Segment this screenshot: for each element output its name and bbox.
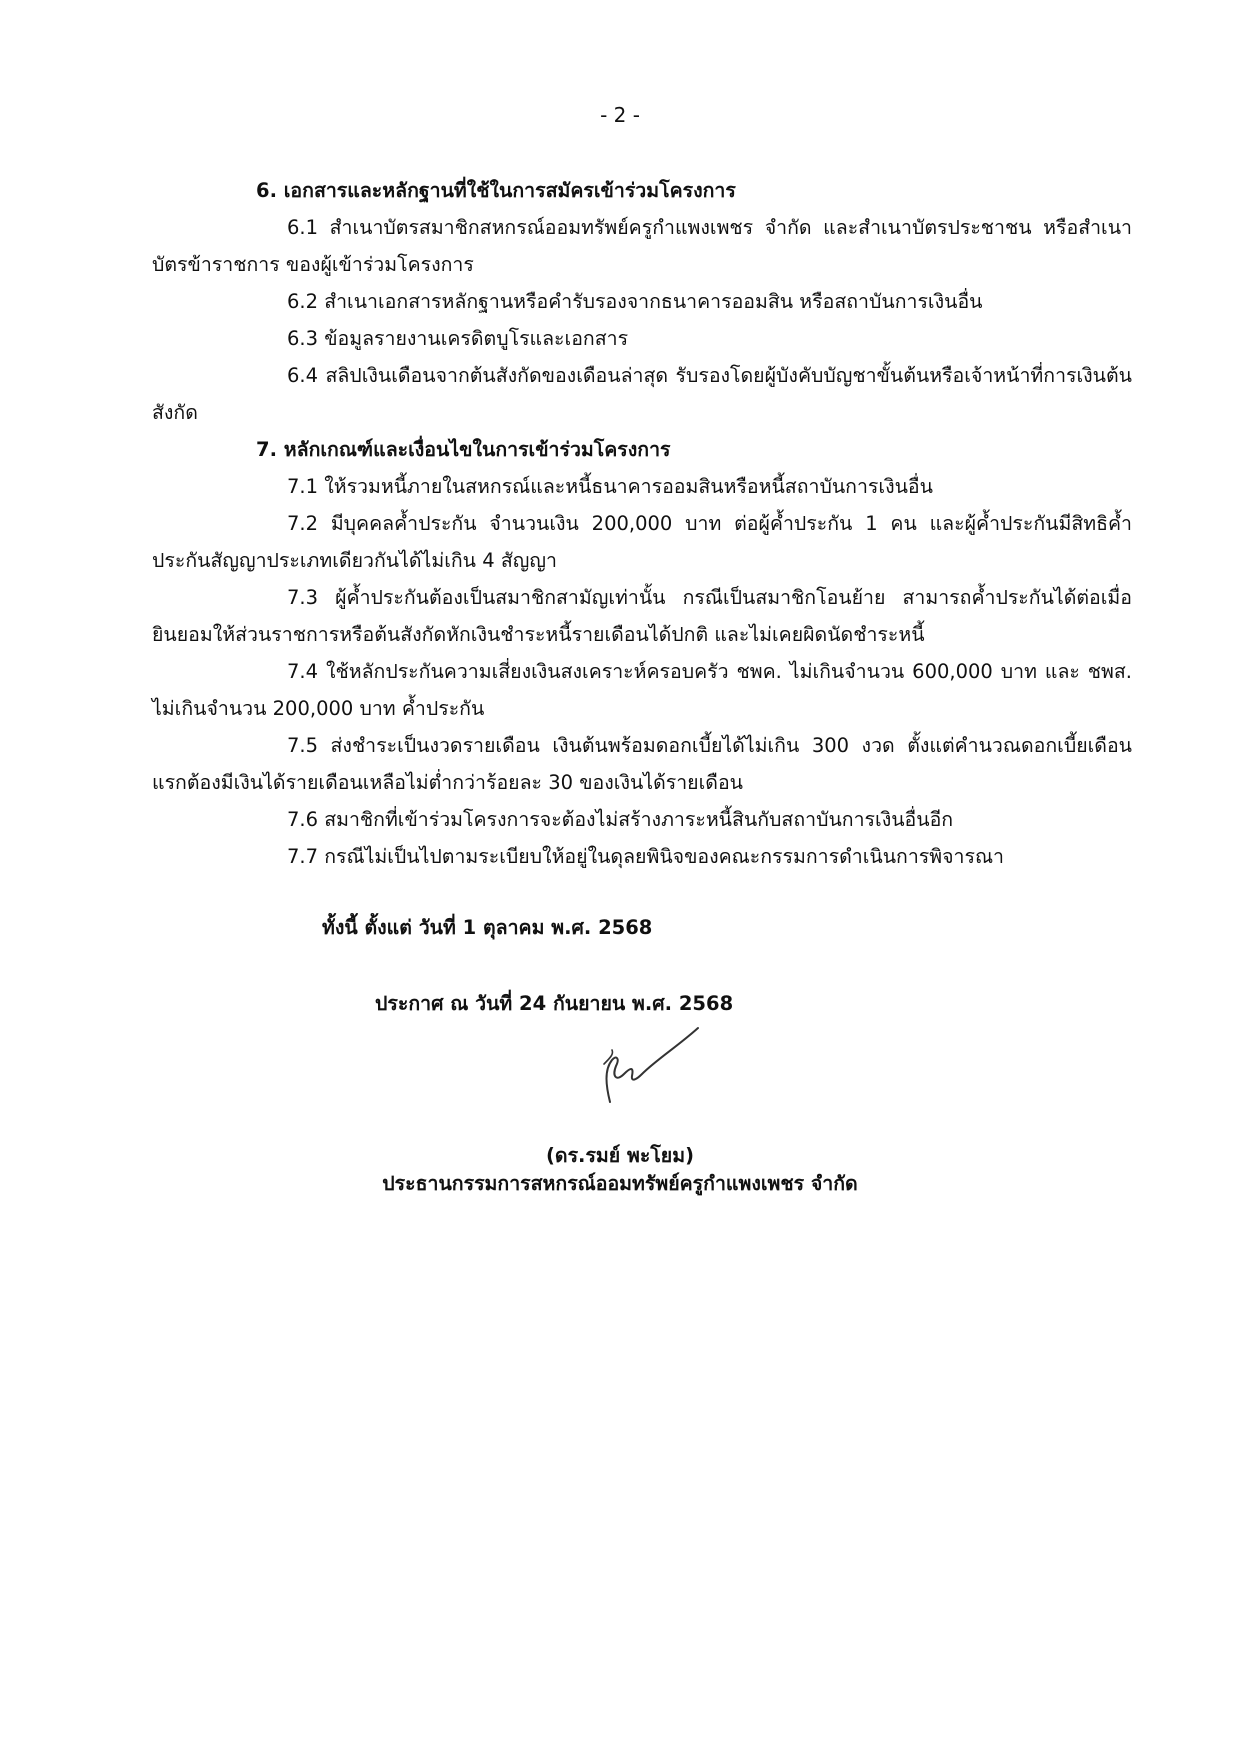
document-body (152, 172, 1132, 875)
section-6-item-2: 6.2 สำเนาเอกสารหลักฐานหรือคำรับรองจากธนาคารออมสิน หรือสถาบันการเงินอื่น (287, 290, 983, 313)
signer-title: ประธานกรรมการสหกรณ์ออมทรัพย์ครูกำแพงเพชร จำกัด (382, 1172, 858, 1195)
effective-date: ทั้งนี้ ตั้งแต่ วันที่ 1 ตุลาคม พ.ศ. 2568 (322, 916, 653, 939)
section-6-heading: 6. เอกสารและหลักฐานที่ใช้ในการสมัครเข้าร่วมโครงการ (256, 179, 736, 202)
page-number: - 2 - (600, 103, 640, 127)
section-6-item-1: 6.1 สำเนาบัตรสมาชิกสหกรณ์ออมทรัพย์ครูกำแพงเพชร จำกัด และสำเนาบัตรประชาชน หรือสำเนาบัตรข้าราชการ ของผู้เข้าร่วมโครงการ (152, 216, 1132, 276)
section-7-item-1: 7.1 ให้รวมหนี้ภายในสหกรณ์และหนี้ธนาคารออมสินหรือหนี้สถาบันการเงินอื่น (287, 475, 933, 498)
signer-name: (ดร.รมย์ พะโยม) (546, 1144, 694, 1167)
section-6-item-3: 6.3 ข้อมูลรายงานเครดิตบูโรและเอกสาร (287, 327, 629, 350)
section-7-heading: 7. หลักเกณฑ์และเงื่อนไขในการเข้าร่วมโครงการ (256, 438, 671, 461)
section-7-item-4: 7.4 ใช้หลักประกันความเสี่ยงเงินสงเคราะห์ครอบครัว ชพค. ไม่เกินจำนวน 600,000 บาท และ ชพส. ไม่เกินจำนวน 200,000 บาท ค้ำประกัน (152, 660, 1132, 720)
section-7-item-7: 7.7 กรณีไม่เป็นไปตามระเบียบให้อยู่ในดุลยพินิจของคณะกรรมการดำเนินการพิจารณา (287, 845, 1004, 868)
section-6-item-4: 6.4 สลิปเงินเดือนจากต้นสังกัดของเดือนล่าสุด รับรองโดยผู้บังคับบัญชาขั้นต้นหรือเจ้าหน้าที่การเงินต้นสังกัด (152, 364, 1132, 424)
section-7-item-5: 7.5 ส่งชำระเป็นงวดรายเดือน เงินต้นพร้อมดอกเบี้ยได้ไม่เกิน 300 งวด ตั้งแต่คำนวณดอกเบี้ยเดือนแรกต้องมีเงินได้รายเดือนเหลือไม่ต่ำกว่าร้อยละ 30 ของเงินได้รายเดือน (152, 734, 1132, 794)
section-7-item-6: 7.6 สมาชิกที่เข้าร่วมโครงการจะต้องไม่สร้างภาระหนี้สินกับสถาบันการเงินอื่นอีก (287, 808, 954, 831)
section-7-item-3: 7.3 ผู้ค้ำประกันต้องเป็นสมาชิกสามัญเท่านั้น กรณีเป็นสมาชิกโอนย้าย สามารถค้ำประกันได้ต่อเมื่อยินยอมให้ส่วนราชการหรือต้นสังกัดหักเงินชำระหนี้รายเดือนได้ปกติ และไม่เคยผิดนัดชำระหนี้ (152, 586, 1132, 646)
section-7-item-2: 7.2 มีบุคคลค้ำประกัน จำนวนเงิน 200,000 บาท ต่อผู้ค้ำประกัน 1 คน และผู้ค้ำประกันมีสิทธิค้ำประกันสัญญาประเภทเดียวกันได้ไม่เกิน 4 สัญญา (152, 512, 1132, 572)
announcement-date: ประกาศ ณ วันที่ 24 กันยายน พ.ศ. 2568 (375, 992, 734, 1015)
signature-image (590, 1020, 710, 1110)
